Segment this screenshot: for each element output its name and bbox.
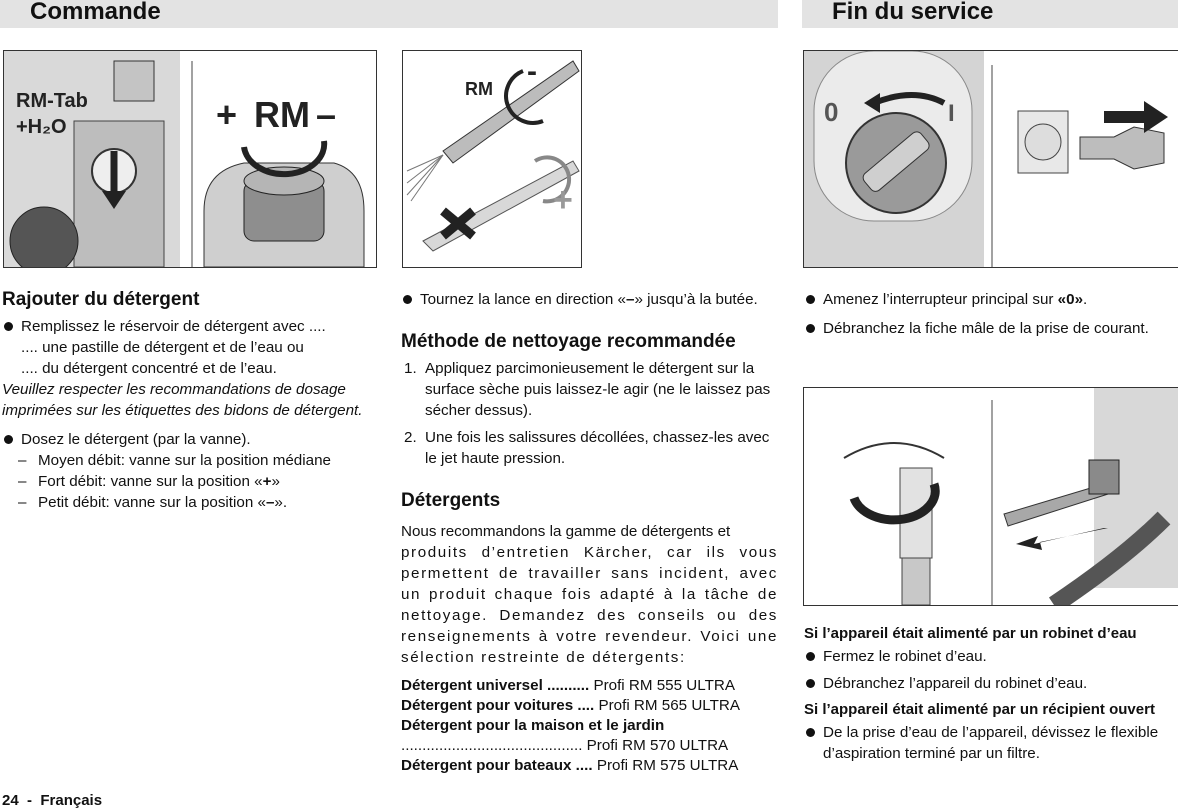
heading-methode-nettoyage: Méthode de nettoyage recommandée [401,331,736,352]
label-plus: + [216,94,238,135]
section-header-fin-du-service [802,0,1178,28]
list-item-devissez-flexible: De la prise d’eau de l’appareil, dévissez le flexible d’aspiration terminé par un filtre. [804,722,1178,764]
step-1: 1. Appliquez parcimonieusement le détergent sur la surface sèche puis laissez-le agir (ne le laissez pas sécher dessus). [404,360,771,419]
label-h2o: +H₂O [16,116,67,138]
label-minus: – [316,94,337,135]
list-item-tournez-lance: Tournez la lance en direction «–» jusqu’à la butée. [401,289,778,310]
heading-rajouter-detergent: Rajouter du détergent [2,289,200,310]
product-row: Détergent universel .......... Profi RM 555 ULTRA [401,677,735,694]
dash-item-fort-debit: – Fort débit: vanne sur la position «+» [2,471,374,492]
figure-water-tap-hose [803,387,1178,606]
heading-detergents: Détergents [401,490,501,511]
figure-detergent-tank [3,50,377,268]
figure-spray-lance [402,50,582,268]
page-footer: 24 - Français [2,792,103,809]
column-rajouter-detergent [2,288,374,513]
list-item-interrupteur: Amenez l’interrupteur principal sur «0». [804,289,1176,310]
label-lance-minus: - [527,55,537,88]
label-rm-tab: RM-Tab [16,90,88,112]
label-lance-rm: RM [465,79,493,99]
label-switch-zero: 0 [824,97,839,127]
subheading-robinet: Si l’appareil était alimenté par un robinet d’eau [804,625,1137,642]
list-item-dosez: Dosez le détergent (par la vanne). [2,429,374,450]
dash-item-moyen-debit: – Moyen débit: vanne sur la position médiane [2,450,374,471]
product-row: Détergent pour voitures .... Profi RM 565 ULTRA [401,697,740,714]
section-title-commande: Commande [30,0,161,25]
product-row: ........................................... Profi RM 570 ULTRA [401,737,729,754]
step-2: 2. Une fois les salissures décollées, chassez-les avec le jet haute pression. [404,429,770,467]
list-item-remplissez: Remplissez le réservoir de détergent avec .... [2,316,374,337]
section-header-commande [0,0,778,28]
product-row: Détergent pour la maison et le jardin [401,717,665,734]
label-lance-plus: + [553,181,573,219]
list-item-debranchez-robinet: Débranchez l’appareil du robinet d’eau. [804,673,1178,694]
dash-item-petit-debit: – Petit débit: vanne sur la position «–». [2,492,374,513]
product-row: Détergent pour bateaux .... Profi RM 575 ULTRA [401,757,739,774]
list-item-concentre: .... du détergent concentré et de l’eau. [21,360,277,377]
detergents-body: produits d’entretien Kärcher, car ils vous permettent de travailler sans incident, avec un produit chaque fois adapté à la tâche de nettoyage. Demandez des conseils ou des renseignements à votre revendeur. Voici une sélection restreinte de détergents: [401,544,778,666]
note-dosage: Veuillez respecter les recommandations de dosage imprimées sur les étiquettes des bidons de détergent. [2,381,363,419]
column-methode [401,289,778,776]
section-title-fin-du-service: Fin du service [832,0,994,25]
label-rm: RM [254,94,310,135]
list-item-pastille: .... une pastille de détergent et de l’eau ou [21,339,304,356]
column-fin-service-bottom [804,624,1178,770]
product-list [401,676,778,776]
subheading-recipient: Si l’appareil était alimenté par un récipient ouvert [804,701,1155,718]
list-item-fermez-robinet: Fermez le robinet d’eau. [804,646,1178,667]
figure-main-switch-plug [803,50,1178,268]
list-item-debranchez-fiche: Débranchez la fiche mâle de la prise de courant. [804,318,1176,339]
label-switch-one: I [948,100,955,127]
detergents-intro: Nous recommandons la gamme de détergents et [401,523,731,540]
column-fin-service-top [804,289,1176,345]
